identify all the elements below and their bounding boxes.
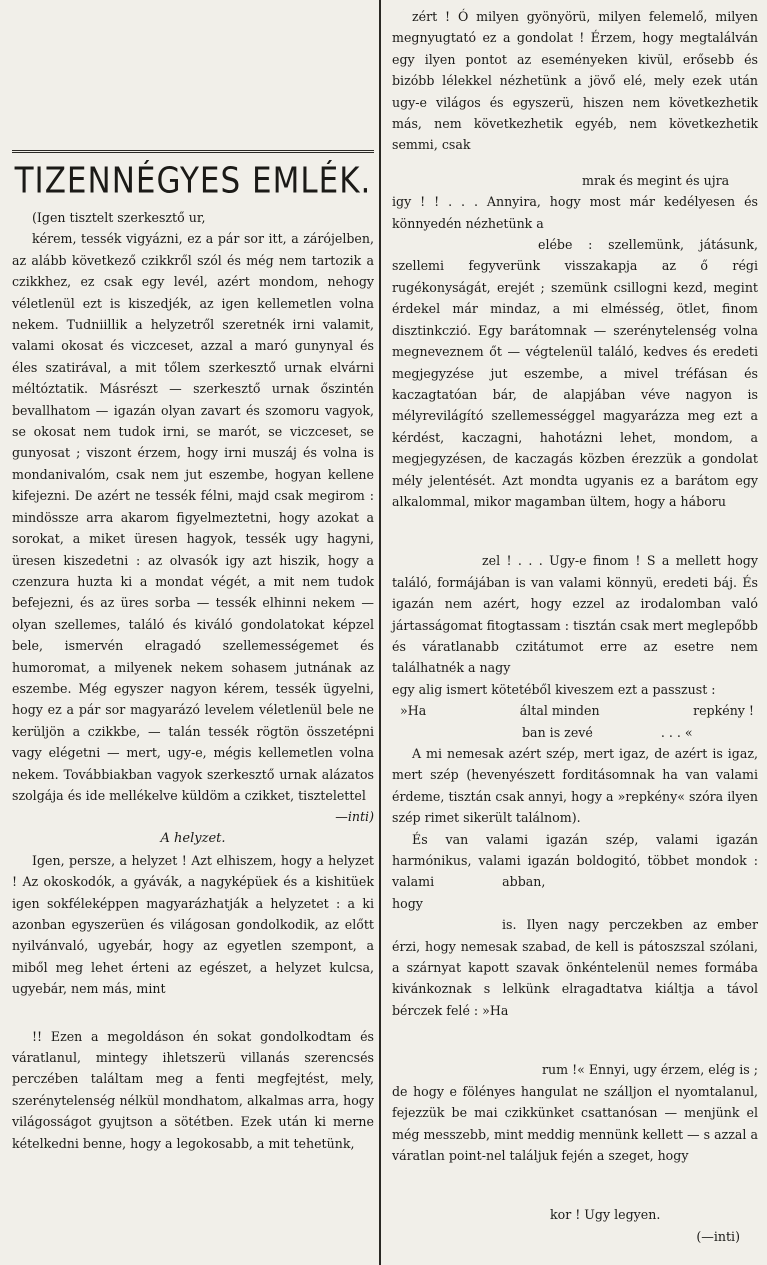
right-fragment-5c: hogy xyxy=(392,895,423,911)
quote-part-3: repkény ! xyxy=(693,703,754,719)
quote-line-1 xyxy=(392,700,758,721)
section-subhead: A helyzet. xyxy=(160,830,226,846)
quote-line-2 xyxy=(392,722,758,743)
right-paragraph-6: rum !« Ennyi, ugy érzem, elég is ; de hogy e fölényes hangulat ne szálljon el nyomtalanul, fejezzük be mai czikkünket csattanósan — menjünk el még messzebb, mint meddig mennünk kellett — s azzal a váratlan point-nel találjuk fején a szeget, hogy xyxy=(392,1062,758,1163)
title-rule xyxy=(12,150,374,153)
censored-gap xyxy=(392,512,758,550)
quote-part-2: által minden xyxy=(519,703,600,719)
quote-part-5: . . . « xyxy=(660,724,693,740)
article-title: TIZENNÉGYES EMLÉK. xyxy=(14,160,372,202)
paragraph-5-start: És van valami igazán szép, valami igazán harmónikus, valami igazán boldogitó, többet mondok : valami xyxy=(392,831,758,890)
censored-gap xyxy=(392,1166,758,1204)
censored-gap xyxy=(392,1021,758,1059)
intro-salutation: (Igen tisztelt szerkesztő ur, xyxy=(32,210,206,225)
right-paragraph-4: A mi nemesak azért szép, mert igaz, de azért is igaz, mert szép (hevenyészett forditásomnak ha van valami érdeme, tisztán csak annyi, hogy a »repkény« szóra ilyen szép rimet sikerült találnom). xyxy=(392,746,758,826)
body-paragraph-1: Igen, persze, a helyzet ! Azt elhiszem, hogy a helyzet ! Az okoskodók, a gyávák, a nagyképüek és a kishitüek igen sokféleképpen magyarázhatják a helyzetet : a ki azonban egyszerüen és világosan gondolkodik, az előtt nyilvánvaló, ugyebár, hogy az egyetlen szempont, a miből meg lehet érteni az egészet, a helyzet kulcsa, ugyebár, nem más, mint xyxy=(12,852,374,997)
right-closing: kor ! Ugy legyen. xyxy=(550,1207,661,1223)
column-divider xyxy=(379,0,381,1265)
quote-part-4: ban is zevé xyxy=(522,724,593,740)
right-paragraph-5: is. Ilyen nagy perczekben az ember érzi, hogy nemesak szabad, de kell is pátoszszal szólani, a szárnyat kapott szavak önkéntelenül nemes formába kivánkoznak s lelkünk elragadtatva kiáltja a távol bérczek felé : »Ha xyxy=(392,917,758,1018)
paragraph-5-abban: abban, xyxy=(502,874,546,890)
right-paragraph-1: zért ! Ó milyen gyönyörü, milyen felemelő, milyen megnyugtató ez a gondolat ! Érzem, hogy megtalálván egy ilyen pontot az eseményeken kivül, erősebb és bizóbb lélekkel nézhetünk a jövő elé, mely ezek után ugy-e világos és egyszerü, hiszen nem következhetik más, nem következhetik egyéb, nem következhetik semmi, csak xyxy=(392,9,758,153)
right-paragraph-5a xyxy=(392,829,758,893)
censored-gap xyxy=(12,1000,374,1026)
article-signature: (—inti) xyxy=(696,1228,740,1244)
body-paragraph-2: !! Ezen a megoldáson én sokat gondolkodtam és váratlanul, mintegy ihletszerü villanás szerencsés perczében találtam meg a fenti megfejtést, mely, szerénytelenség nélkül mondhatom, alkalmas arra, hogy világosságot gyujtson a sötétben. Ezek után ki merne kételkedni benne, hogy a legokosabb, a mit tehetünk, xyxy=(12,1028,374,1151)
left-column xyxy=(12,150,374,1154)
right-fragment-1: mrak és megint és ujra xyxy=(582,172,730,188)
intro-letter: kérem, tessék vigyázni, ez a pár sor itt, a zárójelben, az alább következő czikkről szól és még nem tartozik a czikkhez, ez csak egy levél, azért mondom, nehogy véletlenül ezt is kiszedjék, az igen kellemetlen volna nekem. Tudniillik a helyzetről szeretnék irni valamit, valami okosat és viczceset, azzal a maró gunynyal és éles szatirával, a mit tőlem szerkesztő urnak elvárni méltóztatik. Másrészt — szerkesztő urnak őszintén bevallhatom — igazán olyan zavart és szomoru vagyok, se okosat nem tudok irni, se marót, se viczceset, se gunyosat ; viszont érzem, hogy irni muszáj és volna is mondanivalóm, csak nem jut eszembe, hogyan kellene kifejezni. De azért ne tessék félni, majd csak megirom : mindössze arra akarom figyelmeztetni, hogy azokat a sorokat, a miket üresen hagyok, tessék ugy hagyni, üresen kiszedetni : az olvasók igy azt hiszik, hogy a czenzura huzta ki a mondat végét, a mit nem tudok befejezni, és az üres sorba — tessék elhinni nekem — olyan szellemes, találó és kiváló gondolatokat képzel bele, ismervén elragadó szellemességemet és humoromat, a milyenek nekem sohasem jutnának az eszembe. Még egyszer nagyon kérem, tessék ügyelni, hogy ez a pár sor magyarázó levelem véletlenül bele ne kerüljön a czikkbe, — talán tessék rögtön összetépni vagy elégetni — mert, ugy-e, mégis kellemetlen volna nekem. Továbbiakban vagyok szerkesztő urnak alázatos szolgája és ide mellékelve küldöm a czikket, tisztelettel xyxy=(12,231,374,803)
right-fragment-2: igy ! ! . . . Annyira, hogy most már kedélyesen és könnyedén nézhetünk a xyxy=(392,194,758,231)
intro-signature: —inti) xyxy=(335,809,374,825)
right-paragraph-3: zel ! . . . Ugy-e finom ! S a mellett hogy találó, formájában is van valami könnyü, eredeti báj. És igazán nem azért, hogy ezzel az irodalomban való jártasságomat fitogtassam : tisztán csak mert meglepőbb és váratlanabb czitátumot erre az esetre nem találhatnék a nagy xyxy=(392,553,758,676)
right-column xyxy=(392,6,758,1247)
quote-part-1: »Ha xyxy=(400,703,427,719)
right-paragraph-2: elébe : szellemünk, játásunk, szellemi fegyverünk visszakapja az ő régi rugékonyságát, erejét ; szemünk csillogni kezd, megint érdekel már mindaz, a mi elmésség, ötlet, finom disztinkczió. Egy barátomnak — szerénytelenség volna megneveznem őt — végtelenül találó, kedves és eredeti megjegyzése jut eszembe, a mivel tréfásan és kaczagtatóan bár, de alapjában véve nagyon is mélyrevilágító szellemességgel magyarázza meg ezt a kérdést, kaczagni, hahotázni lehet, mondom, a megjegyzésen, de kaczagás közben érezzük a gondolat mély jelentését. Azt mondta ugyanis ez a barátom egy alkalommal, mikor magamban ültem, hogy a háboru xyxy=(392,237,758,509)
censored-gap xyxy=(392,156,758,170)
right-fragment-3: egy alig ismert kötetéből kiveszem ezt a passzust : xyxy=(392,681,716,697)
